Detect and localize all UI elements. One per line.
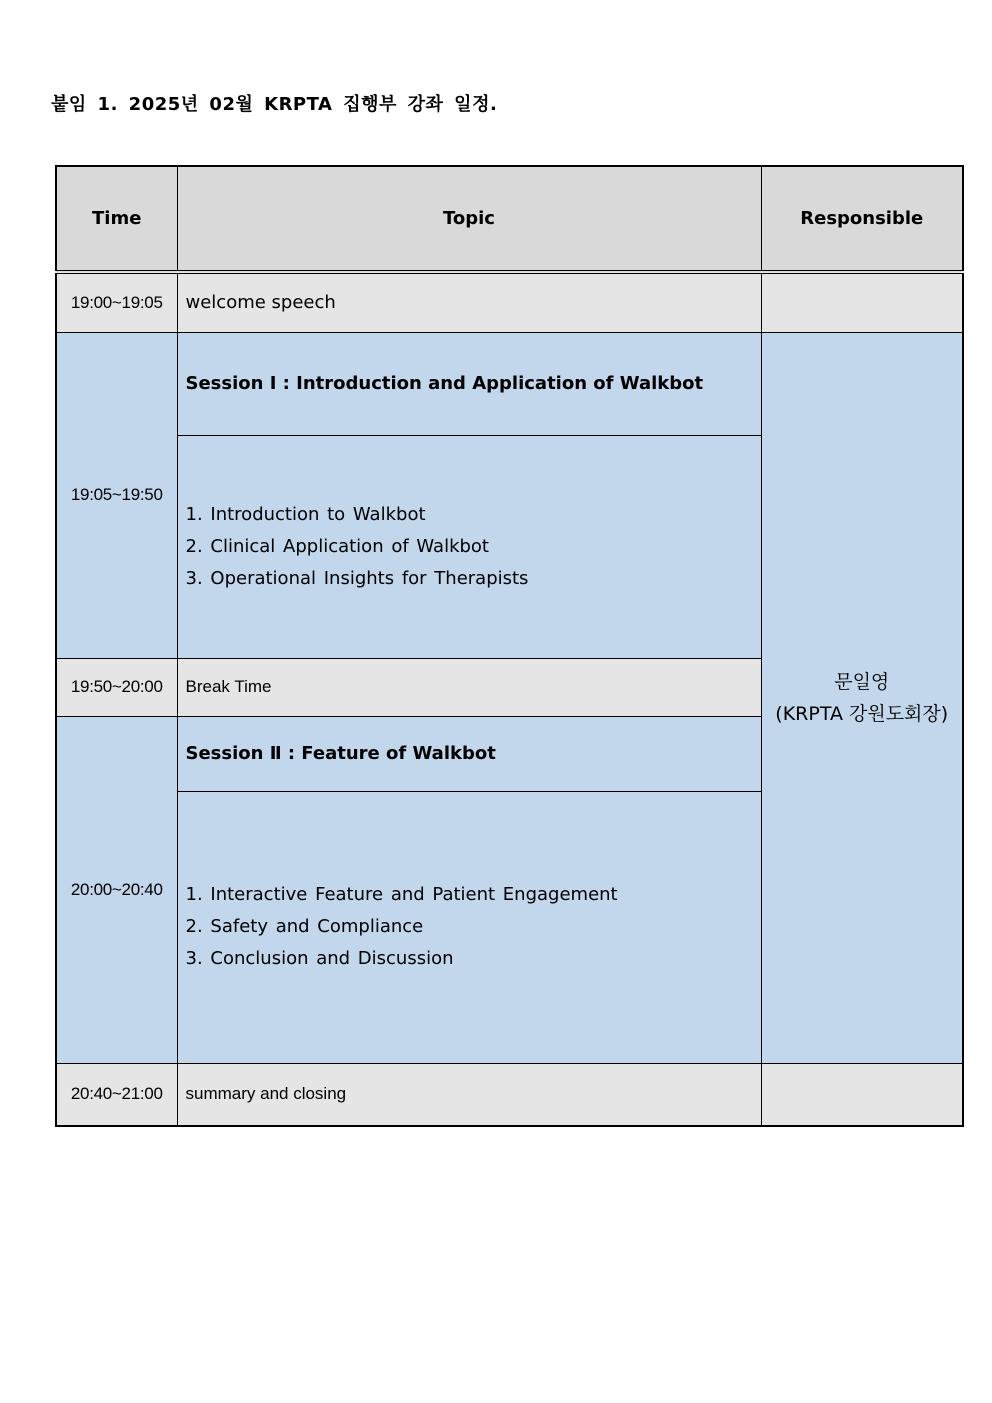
document-title: 붙임 1. 2025년 02월 KRPTA 집행부 강좌 일정. [51, 94, 498, 115]
time-cell: 20:00~20:40 [56, 716, 177, 1063]
responsible-cell-empty [761, 1063, 963, 1126]
topic-cell: welcome speech [177, 272, 761, 332]
session-items [177, 791, 761, 1063]
list-item: 1. Interactive Feature and Patient Engagement [185, 884, 618, 905]
topic-cell: summary and closing [177, 1063, 761, 1126]
list-item: 2. Safety and Compliance [185, 916, 424, 937]
header-time: Time [56, 166, 177, 272]
header-topic: Topic [177, 166, 761, 272]
time-cell: 19:50~20:00 [56, 658, 177, 716]
topic-cell: Break Time [177, 658, 761, 716]
list-item: 1. Introduction to Walkbot [185, 503, 426, 525]
responsible-name: 문일영 [834, 670, 890, 693]
responsible-role: (KRPTA 강원도회장) [775, 702, 949, 725]
responsible-cell [761, 332, 963, 1063]
table-row-session1-title [56, 332, 963, 435]
responsible-cell-empty [761, 272, 963, 332]
session-title: Session Ⅱ : Feature of Walkbot [177, 716, 761, 791]
session-title: Session Ⅰ : Introduction and Application of Walkbot [177, 332, 761, 435]
time-cell: 19:00~19:05 [56, 272, 177, 332]
time-cell: 20:40~21:00 [56, 1063, 177, 1126]
time-cell: 19:05~19:50 [56, 332, 177, 658]
table-row-welcome [56, 272, 963, 332]
header-responsible: Responsible [761, 166, 963, 272]
list-item: 2. Clinical Application of Walkbot [185, 535, 489, 557]
list-item: 3. Operational Insights for Therapists [185, 567, 529, 589]
schedule-table [55, 165, 964, 1127]
table-row-closing [56, 1063, 963, 1126]
list-item: 3. Conclusion and Discussion [185, 948, 454, 969]
session-items [177, 435, 761, 658]
header-row [56, 166, 963, 272]
